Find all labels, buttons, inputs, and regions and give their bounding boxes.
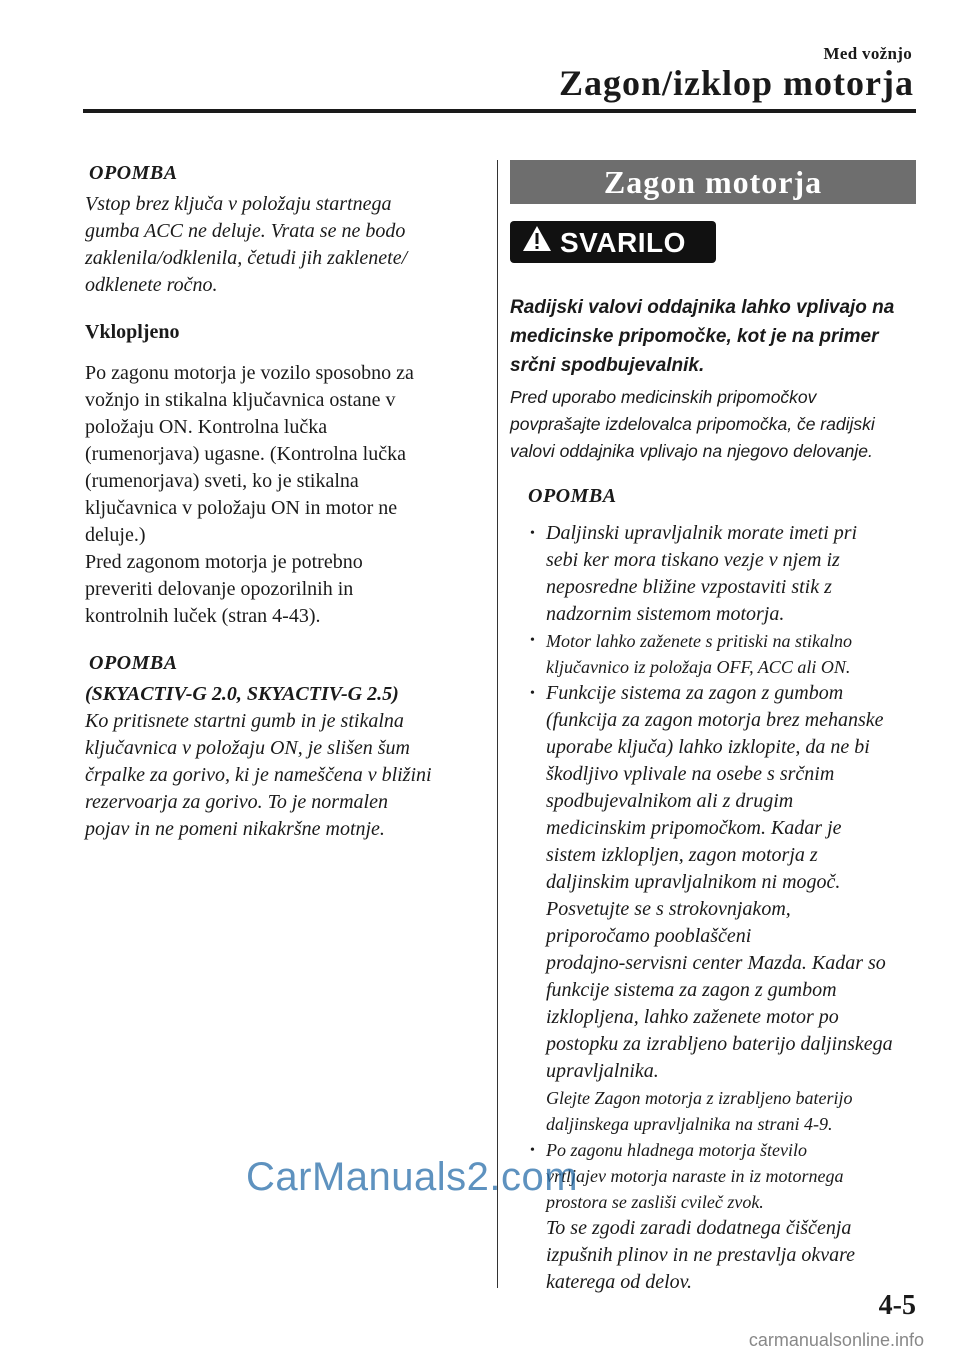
text-line: To se zgodi zaradi dodatnega čiščenja [546, 1217, 852, 1239]
subsection-heading: Vklopljeno [85, 321, 180, 343]
list-item [510, 680, 920, 1137]
list-item [510, 628, 920, 680]
text-line: Posvetujte se s strokovnjakom, [546, 898, 791, 920]
text-line: Glejte Zagon motorja z izrabljeno baterijo [546, 1088, 853, 1108]
warning-icon [522, 225, 552, 260]
text-line: Vstop brez ključa v položaju startnega [85, 193, 392, 215]
text-line: neposredne bližine vzpostaviti stik z [546, 576, 832, 598]
right-column [510, 160, 920, 1296]
text-line: vrtljajev motorja naraste in iz motornega [546, 1166, 844, 1186]
left-column [85, 160, 480, 843]
text-line: medicinske pripomočke, kot je na primer [510, 326, 879, 347]
body-text [85, 360, 480, 630]
note-subheading: (SKYACTIV-G 2.0, SKYACTIV-G 2.5) [85, 683, 399, 705]
text-line: spodbujevalnikom ali z drugim [546, 790, 794, 812]
text-line: pojav in ne pomeni nikakršne motnje. [85, 818, 385, 840]
text-line: priporočamo pooblaščeni [546, 925, 752, 947]
text-line: deluje.) [85, 524, 146, 546]
page-number: 4-5 [878, 1290, 916, 1321]
text-line: črpalke za gorivo, ki je nameščena v bližini [85, 764, 432, 786]
note-heading: OPOMBA [89, 162, 178, 184]
text-line: škodljivo vplivale na osebe s srčnim [546, 763, 835, 785]
warning-badge [510, 221, 716, 263]
text-line: • Motor lahko zaženete s pritiski na stikalno [546, 631, 852, 651]
text-line: ključavnico iz položaja OFF, ACC ali ON. [546, 657, 851, 677]
text-line: daljinskega upravljalnika na strani 4-9. [546, 1114, 833, 1134]
note-text [85, 191, 480, 299]
text-line: nadzornim sistemom motorja. [546, 603, 785, 625]
text-line: postopku za izrabljeno baterijo daljinskega [546, 1033, 893, 1055]
section-banner: Zagon motorja [510, 160, 916, 204]
footer-watermark: carmanualsonline.info [748, 1330, 924, 1350]
header-rule [83, 109, 916, 113]
text-line: (rumenorjava) sveti, ko je stikalna [85, 470, 359, 492]
column-divider [497, 160, 498, 1288]
text-line: rezervoarja za gorivo. To je normalen [85, 791, 388, 813]
text-line: izklopljena, lahko zaženete motor po [546, 1006, 839, 1028]
text-line: • Po zagonu hladnega motorja število [546, 1140, 807, 1160]
page-title: Zagon/izklop motorja [558, 63, 914, 103]
text-line: prodajno-servisni center Mazda. Kadar so [546, 952, 886, 974]
text-line: Po zagonu motorja je vozilo sposobno za [85, 362, 414, 384]
text-line: upravljalnika. [546, 1060, 659, 1082]
text-line: kontrolnih luček (stran 4-43). [85, 605, 321, 627]
text-line: • Daljinski upravljalnik morate imeti pri [546, 522, 858, 544]
text-line: daljinskim upravljalnikom ni mogoč. [546, 871, 841, 893]
text-line: izpušnih plinov in ne prestavlja okvare [546, 1244, 856, 1266]
text-line: uporabe ključa) lahko izklopite, da ne bi [546, 736, 870, 758]
text-line: Radijski valovi oddajnika lahko vplivajo na [510, 297, 895, 318]
text-line: povprašajte izdelovalca pripomočka, če radijski [510, 414, 875, 434]
note-heading: OPOMBA [89, 652, 178, 674]
warning-label: SVARILO [560, 226, 686, 258]
warning-heading [510, 293, 920, 380]
note-heading: OPOMBA [528, 485, 617, 507]
text-line: ključavnica v položaju ON in motor ne [85, 497, 398, 519]
note-text [85, 708, 480, 843]
text-line: odklenete ročno. [85, 274, 218, 296]
text-line: vožnjo in stikalna ključavnica ostane v [85, 389, 396, 411]
text-line: Ko pritisnete startni gumb in je stikalna [85, 710, 404, 732]
text-line: Pred uporabo medicinskih pripomočkov [510, 387, 817, 407]
text-line: srčni spodbujevalnik. [510, 355, 705, 376]
text-line: katerega od delov. [546, 1271, 693, 1293]
text-line: medicinskim pripomočkom. Kadar je [546, 817, 842, 839]
header-section-label: Med vožnjo [823, 44, 912, 63]
text-line: (funkcija za zagon motorja brez mehanske [546, 709, 884, 731]
list-item [510, 520, 920, 628]
text-line: • Funkcije sistema za zagon z gumbom [546, 682, 844, 704]
watermark: CarManuals2.com [246, 1155, 579, 1199]
text-line: valovi oddajnika vplivajo na njegovo delovanje. [510, 441, 873, 461]
text-line: gumba ACC ne deluje. Vrata se ne bodo [85, 220, 406, 242]
text-line: ključavnica v položaju ON, je slišen šum [85, 737, 410, 759]
text-line: položaju ON. Kontrolna lučka [85, 416, 328, 438]
warning-body [510, 384, 920, 465]
text-line: preveriti delovanje opozorilnih in [85, 578, 354, 600]
text-line: zaklenila/odklenila, četudi jih zaklenete/ [85, 247, 408, 269]
text-line: prostora se zasliši cvileč zvok. [546, 1192, 764, 1212]
text-line: sebi ker mora tiskano vezje v njem iz [546, 549, 840, 571]
text-line: funkcije sistema za zagon z gumbom [546, 979, 837, 1001]
text-line: (rumenorjava) ugasne. (Kontrolna lučka [85, 443, 406, 465]
text-line: sistem izklopljen, zagon motorja z [546, 844, 818, 866]
text-line: Pred zagonom motorja je potrebno [85, 551, 363, 573]
